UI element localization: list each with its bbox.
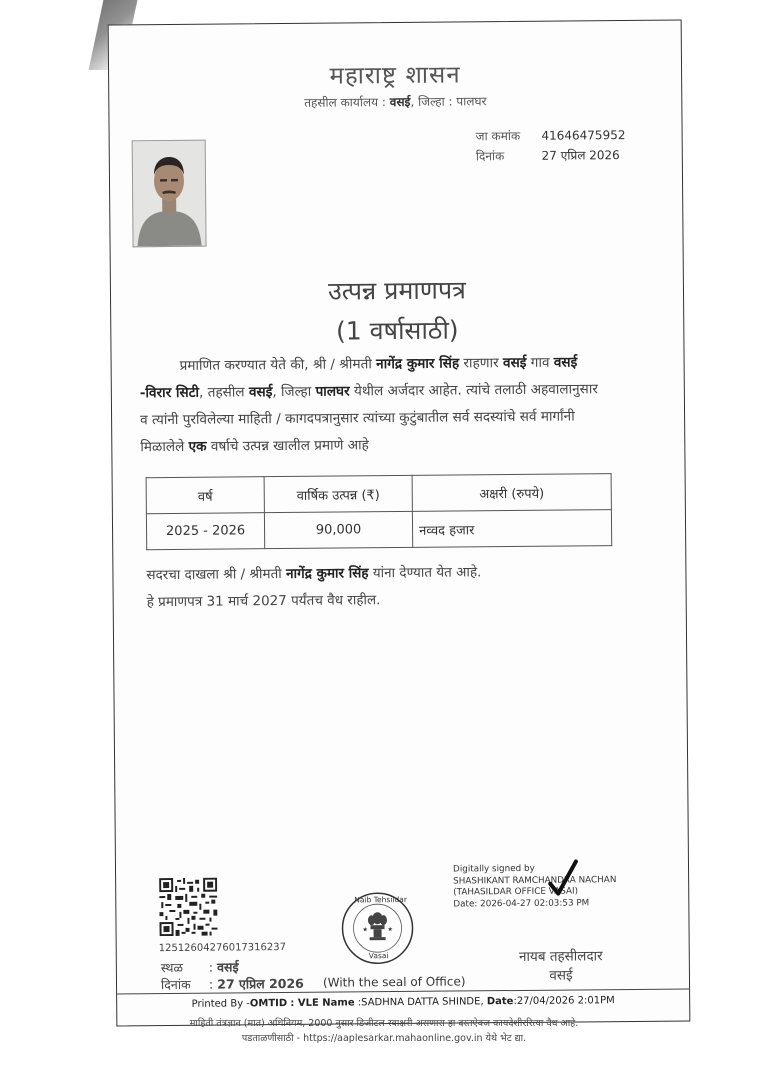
row-amount: 90,000 bbox=[264, 511, 412, 548]
issued-prefix: सदरचा दाखला श्री / श्रीमती bbox=[146, 566, 282, 584]
body-text-7: वर्षाचे उत्पन्न खालील प्रमाणे आहे bbox=[210, 437, 369, 455]
reference-number-row bbox=[476, 126, 626, 144]
printed-omtid: OMTID bbox=[249, 997, 288, 1010]
table-row bbox=[146, 510, 611, 550]
ds-line-3: (TAHASILDAR OFFICE VASAI) bbox=[453, 886, 579, 898]
printed-vle-label: : VLE Name bbox=[290, 997, 355, 1009]
qr-number: 12512604276017316237 bbox=[158, 942, 286, 955]
place-row: स्थळ : वसई bbox=[160, 959, 239, 976]
office-label: तहसील कार्यालय : bbox=[304, 95, 386, 110]
office-district: पालघर bbox=[456, 94, 487, 109]
validity-note: हे प्रमाणपत्र 31 मार्च 2027 पर्यंतच वैध राहील. bbox=[146, 592, 381, 611]
issued-suffix: यांना देण्यात येत आहे. bbox=[372, 564, 482, 582]
body-text-5: , जिल्हा bbox=[272, 383, 312, 401]
income-period: एक bbox=[188, 438, 207, 455]
ds-line-4: Date: 2026-04-27 02:03:53 PM bbox=[453, 897, 590, 910]
body-text-1: प्रमाणित करण्यात येते की, श्री / श्रीमती bbox=[179, 356, 372, 374]
applicant-photo bbox=[132, 140, 207, 248]
body-text-6: येथील अर्जदार आहेत. त्यांचे तलाठी अहवालानुसार व त्यांनी पुरविलेल्या माहिती / कागदपत्रानुसार त्यांच्या कुटुंबातील सर्व सदस्यांचे सर्व मार्गांनी मिळालेले bbox=[140, 381, 598, 456]
row-year: 2025 - 2026 bbox=[146, 513, 264, 550]
certificate-body bbox=[140, 349, 603, 461]
issue-date-value: 27 एप्रिल 2026 bbox=[217, 975, 304, 992]
place-value: वसई bbox=[216, 959, 239, 975]
svg-text:★: ★ bbox=[362, 926, 368, 934]
applicant-taluka: वसई bbox=[248, 384, 273, 401]
header-annual-income: वार्षिक उत्पन्न (₹) bbox=[264, 475, 412, 512]
officer-place: वसई bbox=[549, 967, 573, 984]
printed-by-line bbox=[117, 994, 689, 1010]
certificate-sheet bbox=[108, 20, 691, 1027]
applicant-village: वसई bbox=[502, 354, 527, 372]
ds-line-1: Digitally signed by bbox=[452, 863, 535, 875]
reference-date-row bbox=[476, 146, 620, 164]
body-text-3: गाव bbox=[530, 354, 550, 371]
office-line bbox=[109, 91, 681, 113]
certificate-title: उत्पन्न प्रमाणपत्र bbox=[327, 275, 467, 306]
issue-date-row: दिनांक : 27 एप्रिल 2026 bbox=[160, 975, 304, 993]
officer-title: नायब तहसीलदार bbox=[518, 948, 603, 965]
printed-vle-name: :SADHNA DATTA SHINDE, bbox=[357, 996, 484, 1009]
applicant-district: पालघर bbox=[315, 383, 350, 400]
seal-top-text: Naib Tehsildar bbox=[354, 894, 407, 905]
seal-bottom-text: Vasai bbox=[368, 951, 389, 961]
issued-to-note bbox=[146, 562, 481, 583]
verification-footer-line: पडताळणीसाठी - https://aaplesarkar.mahaonline.gov.in येथे भेट द्या. bbox=[241, 1033, 527, 1044]
district-label: , जिल्हा : bbox=[410, 94, 453, 109]
digital-signature-block bbox=[453, 863, 623, 910]
qr-code-icon bbox=[159, 878, 218, 937]
body-text-2: राहणार bbox=[463, 355, 499, 372]
seal-caption: (With the seal of Office) bbox=[322, 974, 466, 990]
applicant-name: नागेंद्र कुमार सिंह bbox=[376, 355, 460, 373]
applicant-town: वसई -विरार सिटी bbox=[139, 354, 578, 402]
reference-number-label: जा कमांक bbox=[475, 128, 521, 144]
svg-text:★: ★ bbox=[387, 926, 393, 934]
issue-date-label: दिनांक bbox=[160, 976, 191, 993]
printed-date: :27/04/2026 2:01PM bbox=[513, 995, 615, 1008]
printed-date-label: Date bbox=[486, 996, 514, 1008]
office-taluka: वसई bbox=[389, 94, 411, 110]
signature-check-icon bbox=[548, 857, 578, 897]
ds-line-2: SHASHIKANT RAMCHANDRA NACHAN bbox=[453, 874, 617, 887]
printed-prefix: Printed By - bbox=[191, 998, 250, 1010]
income-table bbox=[146, 473, 613, 550]
row-amount-words: नव्वद हजार bbox=[412, 510, 611, 548]
certificate-subtitle: (1 वर्षासाठी) bbox=[335, 315, 459, 346]
government-title: महाराष्ट्र शासन bbox=[329, 60, 461, 90]
header-in-words: अक्षरी (रुपये) bbox=[412, 474, 611, 512]
reference-number: 41646475952 bbox=[541, 128, 626, 143]
body-text-4: , तहसील bbox=[198, 384, 245, 401]
reference-date-label: दिनांक bbox=[475, 149, 505, 164]
legal-footer-line: माहिती तंत्रज्ञान (मात) अधिनियम, 2000 नुसार डिजीटल स्वाक्षरी असणारा हा दस्तऐवज कायदेशीररित्या वैध आहे. bbox=[189, 1018, 579, 1029]
header-year: वर्ष bbox=[146, 477, 264, 514]
income-table-header bbox=[146, 474, 611, 514]
applicant-photo-image bbox=[133, 141, 206, 247]
issued-name: नागेंद्र कुमार सिंह bbox=[286, 565, 369, 582]
reference-date: 27 एप्रिल 2026 bbox=[541, 148, 620, 163]
place-label: स्थळ bbox=[160, 959, 184, 976]
